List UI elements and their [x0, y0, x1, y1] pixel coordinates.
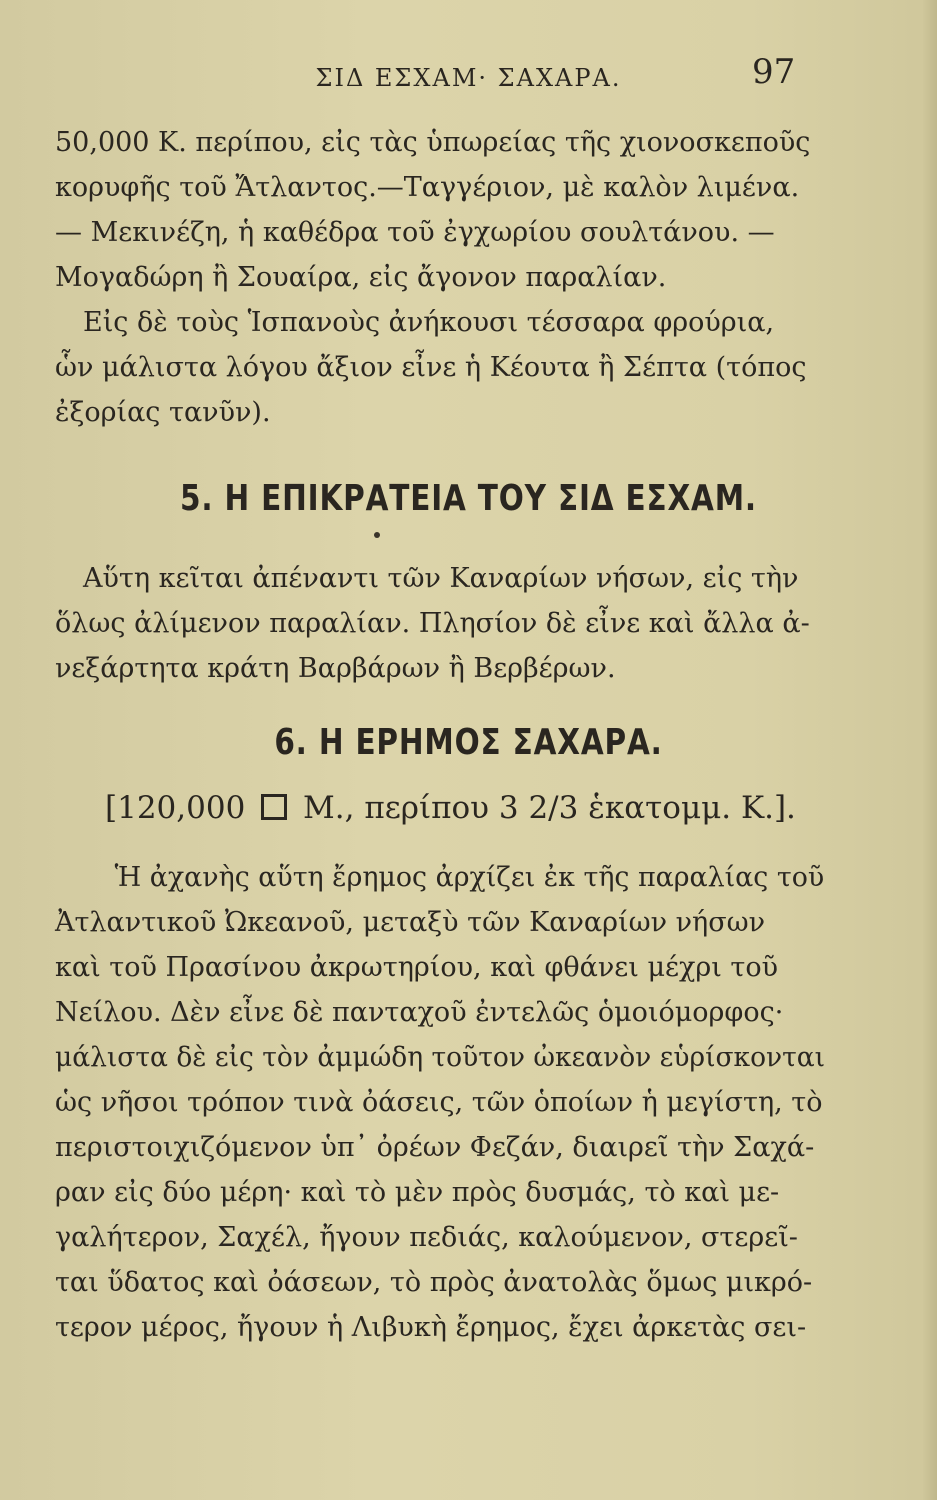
text-line: Ἡ ἀχανὴς αὕτη ἔρημος ἀρχίζει ἐκ τῆς παραλίας τοῦ: [114, 862, 825, 893]
text-line: Ἀτλαντικοῦ Ὠκεανοῦ, μεταξὺ τῶν Καναρίων νήσων: [55, 907, 766, 938]
text-line: Μογαδώρη ἢ Σουαίρα, εἰς ἄγονον παραλίαν.: [55, 262, 667, 293]
page-edge: [923, 0, 937, 1500]
text-line: ται ὕδατος καὶ ὀάσεων, τὸ πρὸς ἀνατολὰς ὅμως μικρό-: [55, 1267, 813, 1298]
text-line: — Μεκινέζη, ἡ καθέδρα τοῦ ἐγχωρίου σουλτάνου. —: [55, 217, 775, 248]
text-line: γαλήτερον, Σαχέλ, ἤγουν πεδιάς, καλούμενον, στερεῖ-: [55, 1222, 798, 1253]
text-line: νεξάρτητα κράτη Βαρβάρων ἢ Βερβέρων.: [55, 653, 616, 684]
text-line: τερον μέρος, ἤγουν ἡ Λιβυκὴ ἔρημος, ἔχει ἀρκετὰς σει-: [55, 1312, 807, 1343]
text-line: κορυφῆς τοῦ Ἄτλαντος.—Ταγγέριον, μὲ καλὸν λιμένα.: [55, 172, 800, 203]
text-line: Νείλου. Δὲν εἶνε δὲ πανταχοῦ ἐντελῶς ὁμοιόμορφος·: [55, 997, 784, 1028]
text-line: ὅλως ἀλίμενον παραλίαν. Πλησίον δὲ εἶνε καὶ ἄλλα ἀ-: [55, 608, 810, 639]
area-statement: [105, 790, 796, 826]
text-line: περιστοιχιζόμενον ὑπ᾽ ὀρέων Φεζάν, διαιρεῖ τὴν Σαχά-: [55, 1132, 815, 1163]
text-line: ὧν μάλιστα λόγου ἄξιον εἶνε ἡ Κέουτα ἢ Σέπτα (τόπος: [55, 352, 807, 383]
section-heading-6: 6. Η ΕΡΗΜΟΣ ΣΑΧΑΡΑ.: [274, 722, 663, 763]
area-prefix: [120,000: [105, 790, 246, 826]
paragraph-spanish-forts: [55, 300, 825, 435]
area-suffix: Μ., περίπου 3 2/3 ἑκατομμ. Κ.].: [303, 790, 796, 826]
section-heading-5: 5. Η ΕΠΙΚΡΑΤΕΙΑ ΤΟΥ ΣΙΔ ΕΣΧΑΜ.: [180, 478, 757, 519]
square-symbol-icon: [261, 794, 287, 820]
text-line: καὶ τοῦ Πρασίνου ἀκρωτηρίου, καὶ φθάνει μέχρι τοῦ: [55, 952, 778, 983]
text-line: Αὕτη κεῖται ἀπέναντι τῶν Καναρίων νήσων, εἰς τὴν: [83, 563, 799, 594]
ink-dot: [374, 532, 380, 538]
running-header: ΣΙΔ ΕΣΧΑΜ· ΣΑΧΑΡΑ.: [315, 64, 622, 92]
text-line: ὡς νῆσοι τρόπον τινὰ ὀάσεις, τῶν ὁποίων ἡ μεγίστη, τὸ: [55, 1087, 823, 1118]
text-line: ραν εἰς δύο μέρη· καὶ τὸ μὲν πρὸς δυσμάς, τὸ καὶ με-: [55, 1177, 780, 1208]
text-line: Εἰς δὲ τοὺς Ἱσπανοὺς ἀνήκουσι τέσσαρα φρούρια,: [83, 307, 775, 338]
text-line: 50,000 Κ. περίπου, εἰς τὰς ὑπωρείας τῆς χιονοσκεποῦς: [55, 127, 811, 158]
paragraph-sahara: [55, 855, 825, 1350]
paragraph-sid-escham: [55, 556, 825, 691]
paragraph-morocco-cities: [55, 120, 825, 300]
text-line: μάλιστα δὲ εἰς τὸν ἀμμώδη τοῦτον ὠκεανὸν εὑρίσκονται: [55, 1042, 826, 1073]
text-line: ἐξορίας τανῦν).: [55, 397, 271, 428]
page-number: 97: [752, 52, 796, 92]
